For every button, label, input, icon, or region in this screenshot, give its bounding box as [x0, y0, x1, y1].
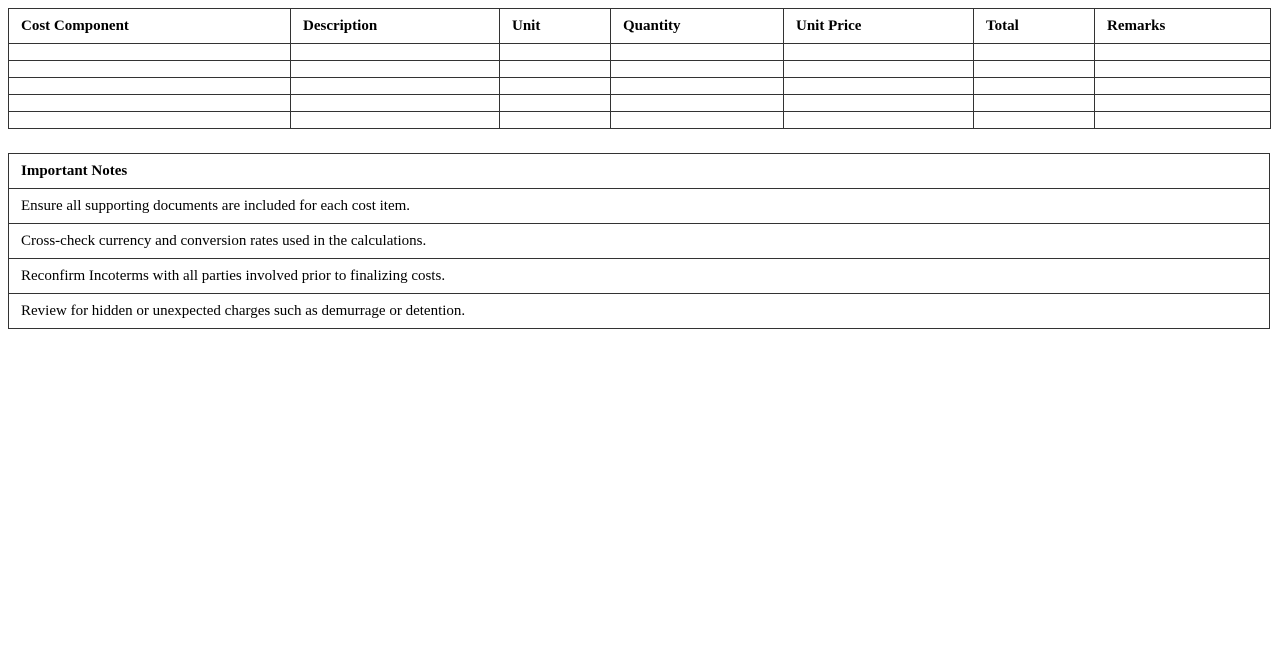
table-cell	[1095, 112, 1271, 129]
list-item	[9, 189, 1270, 224]
table-row	[9, 78, 1271, 95]
table-cell	[784, 61, 974, 78]
document-body	[8, 8, 1270, 329]
table-cell	[611, 112, 784, 129]
table-cell	[291, 44, 500, 61]
table-cell	[500, 95, 611, 112]
table-cell	[9, 44, 291, 61]
table-cell	[291, 95, 500, 112]
table-cell	[500, 61, 611, 78]
notes-title: Important Notes	[9, 154, 1270, 189]
table-cell	[291, 61, 500, 78]
table-cell	[974, 95, 1095, 112]
table-cell	[611, 95, 784, 112]
column-header-total: Total	[974, 9, 1095, 44]
table-row	[9, 95, 1271, 112]
note-text: Cross-check currency and conversion rates used in the calculations.	[9, 224, 1270, 259]
table-cell	[291, 78, 500, 95]
table-cell	[500, 78, 611, 95]
column-header-description: Description	[291, 9, 500, 44]
table-cell	[784, 44, 974, 61]
table-cell	[1095, 44, 1271, 61]
list-item	[9, 259, 1270, 294]
table-cell	[611, 78, 784, 95]
table-cell	[291, 112, 500, 129]
table-cell	[611, 61, 784, 78]
column-header-unit: Unit	[500, 9, 611, 44]
table-cell	[784, 95, 974, 112]
column-header-unit-price: Unit Price	[784, 9, 974, 44]
column-header-cost-component: Cost Component	[9, 9, 291, 44]
note-text: Ensure all supporting documents are included for each cost item.	[9, 189, 1270, 224]
table-cell	[611, 44, 784, 61]
important-notes-table	[8, 153, 1270, 329]
table-row	[9, 112, 1271, 129]
table-cell	[784, 78, 974, 95]
table-cell	[9, 95, 291, 112]
note-text: Reconfirm Incoterms with all parties involved prior to finalizing costs.	[9, 259, 1270, 294]
table-cell	[974, 112, 1095, 129]
list-item	[9, 224, 1270, 259]
table-cell	[500, 44, 611, 61]
table-cell	[1095, 61, 1271, 78]
table-row	[9, 61, 1271, 78]
table-cell	[500, 112, 611, 129]
notes-header-row	[9, 154, 1270, 189]
table-cell	[974, 61, 1095, 78]
table-cell	[9, 112, 291, 129]
cost-breakdown-table	[8, 8, 1271, 129]
table-cell	[9, 78, 291, 95]
column-header-quantity: Quantity	[611, 9, 784, 44]
column-header-remarks: Remarks	[1095, 9, 1271, 44]
table-cell	[1095, 95, 1271, 112]
list-item	[9, 294, 1270, 329]
table-cell	[974, 78, 1095, 95]
table-cell	[974, 44, 1095, 61]
table-row	[9, 44, 1271, 61]
table-cell	[9, 61, 291, 78]
note-text: Review for hidden or unexpected charges such as demurrage or detention.	[9, 294, 1270, 329]
table-cell	[784, 112, 974, 129]
table-cell	[1095, 78, 1271, 95]
table-header-row	[9, 9, 1271, 44]
